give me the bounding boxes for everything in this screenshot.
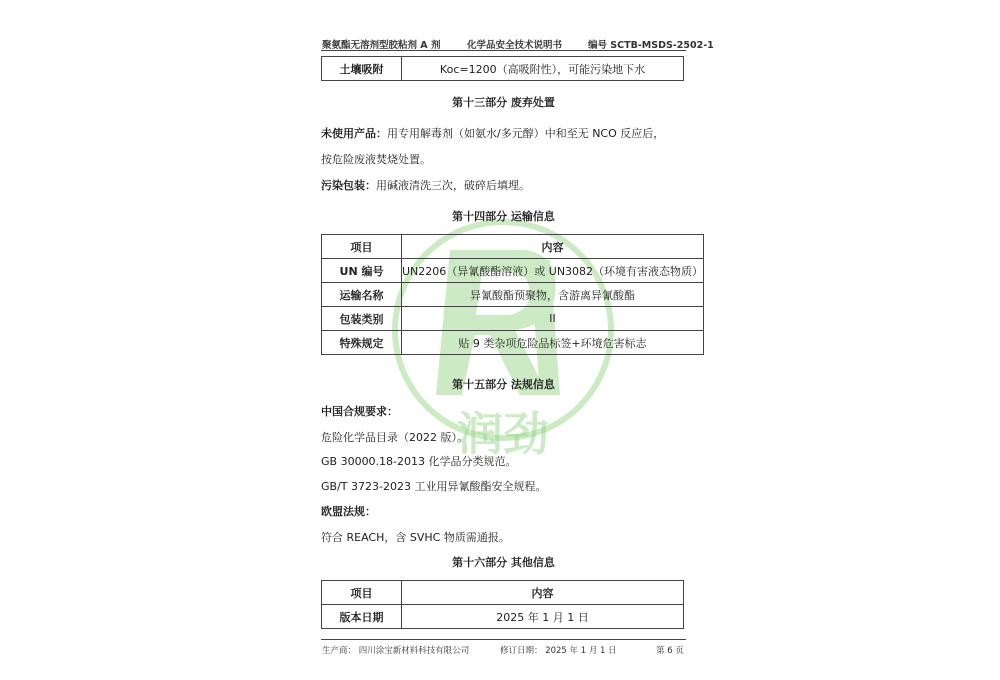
table-key-cell: UN 编号 xyxy=(322,259,402,283)
table-value-cell: II xyxy=(402,307,704,331)
section15-title: 第十五部分 法规信息 xyxy=(452,378,555,391)
header-product: 聚氨酯无溶剂型胶粘剂 A 剂 xyxy=(322,40,441,51)
table-value-cell: 异氰酸酯预聚物，含游离异氰酸酯 xyxy=(402,283,704,307)
section13-title: 第十三部分 废弃处置 xyxy=(452,96,555,109)
table-row xyxy=(322,605,684,629)
table-row xyxy=(322,259,704,283)
section16-title: 第十六部分 其他信息 xyxy=(452,556,555,569)
china-label-text: 中国合规要求： xyxy=(321,405,398,418)
table-header-row xyxy=(322,235,704,259)
china-item-3: GB/T 3723-2023 工业用异氰酸酯安全规程。 xyxy=(321,480,547,493)
table-row xyxy=(322,331,704,355)
transport-table xyxy=(321,234,704,355)
china-item-2: GB 30000.18-2013 化学品分类规范。 xyxy=(321,455,517,468)
table-value-cell: 2025 年 1 月 1 日 xyxy=(402,605,684,629)
section14-title: 第十四部分 运输信息 xyxy=(452,210,555,223)
table-value-cell: 贴 9 类杂项危险品标签+环境危害标志 xyxy=(402,331,704,355)
table-key-cell: 特殊规定 xyxy=(322,331,402,355)
unused-label: 未使用产品： xyxy=(321,127,387,140)
header-doc-code: 编号 SCTB-MSDS-2502-1 xyxy=(588,40,714,51)
packaging-text: 用碱液清洗三次，破碎后填埋。 xyxy=(376,179,530,192)
eu-label-text: 欧盟法规： xyxy=(321,505,376,518)
table-key-cell: 运输名称 xyxy=(322,283,402,307)
table-header-value: 内容 xyxy=(402,235,704,259)
eu-label xyxy=(321,503,376,519)
footer-revision-date: 修订日期： 2025 年 1 月 1 日 xyxy=(500,646,617,656)
table-key-cell: 包装类别 xyxy=(322,307,402,331)
header-doc-title: 化学品安全技术说明书 xyxy=(467,40,563,51)
table-row xyxy=(322,57,684,81)
table-key-cell: 土壤吸附 xyxy=(322,57,402,81)
table-row xyxy=(322,283,704,307)
table-header-value: 内容 xyxy=(402,581,684,605)
watermark-text: 润劲 xyxy=(457,407,549,461)
section13-packaging-para xyxy=(321,177,530,193)
footer-page-number: 第 6 页 xyxy=(656,646,684,656)
footer-divider xyxy=(321,639,686,640)
table-header-row xyxy=(322,581,684,605)
section13-unused-para xyxy=(321,125,664,141)
china-item-1: 危险化学品目录（2022 版）。 xyxy=(321,431,468,444)
packaging-label: 污染包装： xyxy=(321,179,376,192)
unused-text-1: 用专用解毒剂（如氨水/多元醇）中和至无 NCO 反应后， xyxy=(387,127,665,140)
table-header-key: 项目 xyxy=(322,235,402,259)
eu-text: 符合 REACH，含 SVHC 物质需通报。 xyxy=(321,531,510,544)
table-value-cell: UN2206（异氰酸酯溶液）或 UN3082（环境有害液态物质） xyxy=(402,259,704,283)
header-divider xyxy=(321,50,686,51)
table-row xyxy=(322,307,704,331)
footer-manufacturer: 生产商： 四川涂宝新材料科技有限公司 xyxy=(322,646,470,656)
china-label xyxy=(321,403,398,419)
table-header-key: 项目 xyxy=(322,581,402,605)
unused-text-2: 按危险废液焚烧处置。 xyxy=(321,153,431,166)
soil-adsorption-table xyxy=(321,56,684,81)
other-info-table xyxy=(321,580,684,629)
table-value-cell: Koc=1200（高吸附性），可能污染地下水 xyxy=(402,57,684,81)
table-key-cell: 版本日期 xyxy=(322,605,402,629)
